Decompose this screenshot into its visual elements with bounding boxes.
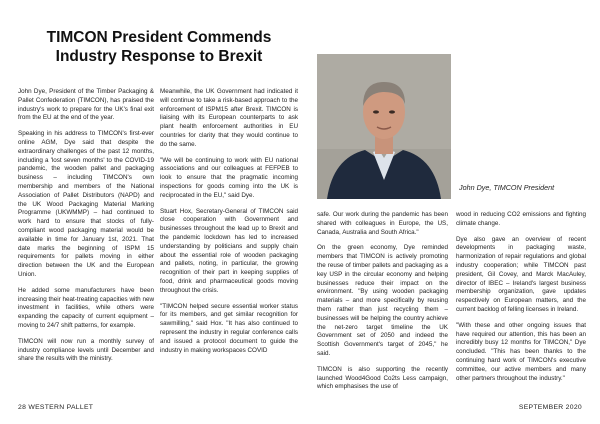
president-photo	[317, 54, 451, 199]
photo-caption: John Dye, TIMCON President	[459, 183, 555, 192]
portrait-illustration	[317, 54, 451, 199]
paragraph: He added some manufacturers have been increasing their heat-treating capacities with new investment in facilities, while others were expanding the capacity of current equipment – moving to 24/7 shift patterns, for example.	[18, 286, 154, 329]
paragraph: "We will be continuing to work with EU national associations and our colleagues at FEFPEB to look to ensure that the pragmatic incoming inspections for goods coming into the UK is reciprocated in the EU," said Dye.	[160, 156, 298, 199]
footer-page-label: 28 WESTERN PALLET	[18, 404, 94, 411]
footer-issue-date: SEPTEMBER 2020	[518, 404, 582, 411]
paragraph: John Dye, President of the Timber Packaging & Pallet Confederation (TIMCON), has praised the industry's work to prepare for the UK's final exit from the EU at the end of the year.	[18, 88, 154, 122]
paragraph: Stuart Hox, Secretary-General of TIMCON said close cooperation with Government and businesses throughout the lead up to Brexit and the pandemic lockdown has led to increased understanding by politicians and supply chain about the essential role of wooden packaging and pallets, noting, in particular, the growing recognition of their part in keeping supplies of food, drink and pharmaceutical goods moving throughout the crisis.	[160, 207, 298, 294]
paragraph: wood in reducing CO2 emissions and fighting climate change.	[456, 211, 586, 227]
paragraph: TIMCON is also supporting the recently launched Wood4Good Co2ts Less campaign, which emphasises the use of	[317, 365, 448, 391]
paragraph: On the green economy, Dye reminded members that TIMCON is actively promoting the reuse of timber pallets and packaging as a key USP in the circular economy and helping businesses reduce their impact on the environment. "By using wooden packaging materials – and more specifically by reusing them rather than just recycling them – businesses will be helping the country achieve the net-zero target timeline the UK Government set of 2050 and indeed the Scottish Government's target of 2045," he said.	[317, 244, 448, 357]
paragraph: "TIMCON helped secure essential worker status for its members, and get similar recognition for sawmilling," said Hox. "It has also continued to represent the industry in regular conference calls and issued a protocol document to guide the industry in making workspaces COVID	[160, 302, 298, 354]
column-3	[317, 211, 448, 399]
column-4	[456, 211, 586, 390]
paragraph: Dye also gave an overview of recent developments in packaging waste, harmonization of repair regulations and global industry cooperation; while TIMCON past president, Gil Covey, and Marck MacAuley, director of IBEC – Ireland's largest business membership organization, gave updates respectively on European matters, and the current backlog of felling licenses in Ireland.	[456, 235, 586, 313]
paragraph: TIMCON will now run a monthly survey of industry compliance levels until December and share the results with the ministry.	[18, 337, 154, 363]
article-title-line-1: TIMCON President Commends	[46, 29, 272, 46]
article-title-line-2: Industry Response to Brexit	[55, 48, 263, 65]
paragraph: "With these and other ongoing issues that have required our attention, this has been an incredibly busy 12 months for TIMCON," Dye concluded. "This has been thanks to the continuing hard work of TIMCON's executive committee, our active members and many other partners throughout the industry."	[456, 321, 586, 382]
article-title	[28, 28, 290, 66]
paragraph: safe. Our work during the pandemic has been shared with colleagues in Europe, the US, Canada, Australia and South Africa."	[317, 211, 448, 236]
paragraph: Meanwhile, the UK Government had indicated it will continue to take a risk-based approach to the enforcement of ISPM15 after Brexit. TIMCON is liaising with its European counterparts to ask plant health enforcement authorities in EU countries for clarity that they would continue to do the same.	[160, 88, 298, 148]
paragraph: Speaking in his address to TIMCON's first-ever online AGM, Dye said that despite the extraordinary challenges of the past 12 months, including a 'lost seven months' to the COVID-19 pandemic, the wooden pallet and packaging business – including TIMCON's own membership and members of the National Association of Pallet Distributors (NAPD) and the UK Wood Packaging Material Marking Programme (UKWMMP) – had continued to work hard to ensure that stocks of fully-compliant wood packaging material would be available in time for January 1st, 2021. That date marks the beginning of ISPM 15 requirements for pallets moving in either direction between the UK and the European Union.	[18, 130, 154, 278]
column-1	[18, 88, 154, 371]
column-2	[160, 88, 298, 362]
